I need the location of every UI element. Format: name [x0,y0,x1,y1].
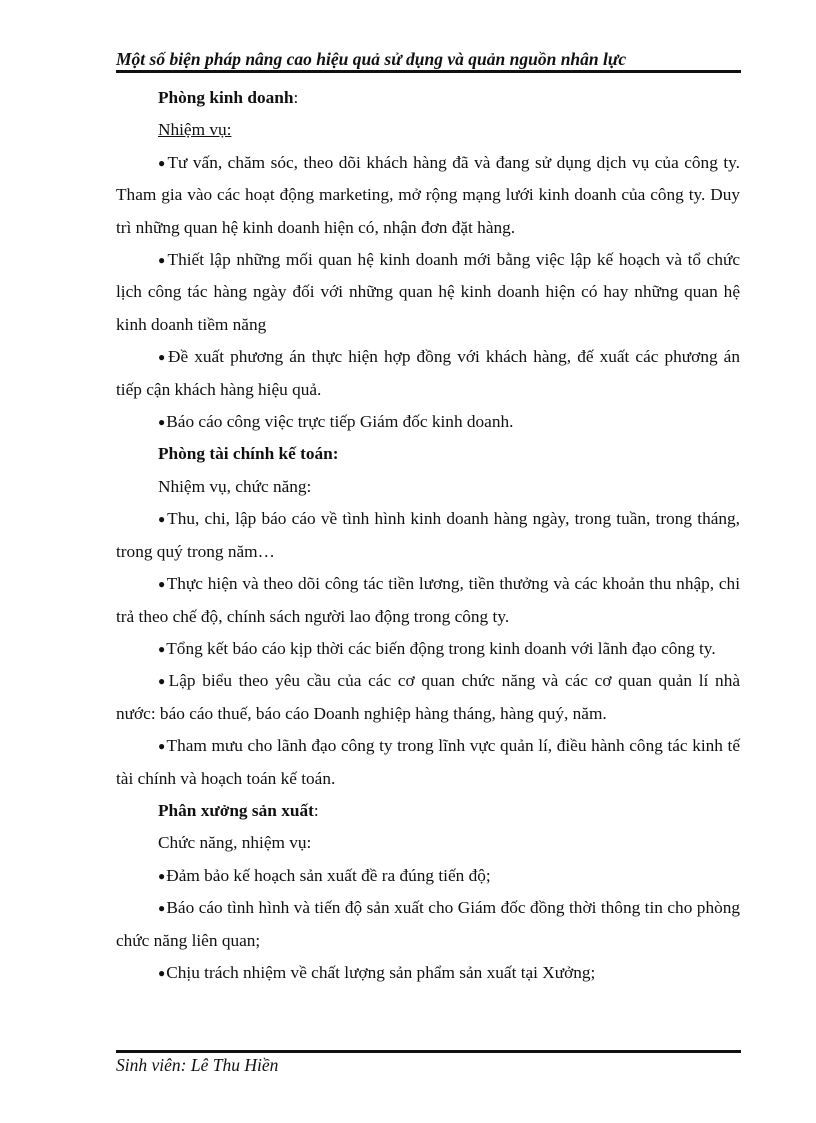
list-item [116,244,740,341]
list-item [116,665,740,730]
section-heading-text: Phòng tài chính kế toán: [158,444,339,464]
footer-rule [116,1050,741,1053]
bullet-icon: ● [158,739,166,754]
list-item-text: Tham mưu cho lãnh đạo công ty trong lĩnh vực quản lí, điều hành công tác kinh tế tài chính và hoạch toán kế toán. [116,736,740,788]
section-heading-suffix: : [313,800,319,820]
running-header-title: Một số biện pháp nâng cao hiệu quả sử dụng và quản nguồn nhân lực [116,49,627,69]
list-item-text: Đảm bảo kế hoạch sản xuất đề ra đúng tiến độ; [166,865,491,885]
subheading-text: Chức năng, nhiệm vụ: [158,833,312,853]
list-item-text: Chịu trách nhiệm về chất lượng sản phẩm sản xuất tại Xưởng; [166,962,596,982]
bullet-icon: ● [158,901,166,916]
list-item [116,341,740,406]
list-item [116,633,740,665]
bullet-icon: ● [158,965,166,980]
bullet-icon: ● [158,350,168,365]
bullet-icon: ● [158,253,167,268]
list-item [116,568,740,633]
section-subheading [116,827,740,859]
footer-author: Sinh viên: Lê Thu Hiền [116,1055,279,1075]
header-rule [116,70,741,73]
bullet-icon: ● [158,641,166,656]
section-heading-tai-chinh [116,438,740,470]
list-item-text: Đề xuất phương án thực hiện hợp đồng với khách hàng, đế xuất các phương án tiếp cận khách hàng hiệu quả. [116,347,740,399]
list-item-text: Thực hiện và theo dõi công tác tiền lương, tiền thưởng và các khoản thu nhập, chi trả theo chế độ, chính sách người lao động trong công ty. [116,574,740,626]
list-item [116,406,740,438]
bullet-icon: ● [158,512,167,527]
bullet-icon: ● [158,155,167,170]
list-item [116,860,740,892]
section-heading-suffix: : [293,88,299,107]
section-heading-phan-xuong [116,795,740,827]
section-subheading [116,114,740,146]
subheading-text: Nhiệm vụ, chức năng: [158,476,312,496]
subheading-text: Nhiệm vụ: [158,120,232,140]
section-heading-text: Phòng kinh doanh [158,88,294,107]
bullet-icon: ● [158,415,166,430]
list-item [116,147,740,244]
bullet-icon: ● [158,868,166,883]
section-heading-kinh-doanh [116,82,740,114]
section-heading-text: Phân xưởng sản xuất [158,800,314,820]
section-subheading [116,471,740,503]
list-item [116,957,740,989]
document-body [116,82,740,989]
list-item-text: Báo cáo tình hình và tiến độ sản xuất cho Giám đốc đồng thời thông tin cho phòng chức năng liên quan; [116,898,741,950]
list-item [116,892,740,957]
list-item [116,503,740,568]
list-item-text: Lập biểu theo yêu cầu của các cơ quan chức năng và các cơ quan quản lí nhà nước: báo cáo thuế, báo cáo Doanh nghiệp hàng tháng, hàng quý, năm. [116,671,741,723]
list-item-text: Thiết lập những mối quan hệ kinh doanh mới bằng việc lập kế hoạch và tổ chức lịch công tác hàng ngày đối với những quan hệ kinh doanh hiện có hay những quan hệ kinh doanh tiềm năng [116,250,741,334]
bullet-icon: ● [158,577,166,592]
list-item-text: Tổng kết báo cáo kịp thời các biến động trong kinh doanh với lãnh đạo công ty. [166,638,716,658]
list-item [116,730,740,795]
list-item-text: Tư vấn, chăm sóc, theo dõi khách hàng đã và đang sử dụng dịch vụ của công ty. Tham gia vào các hoạt động marketing, mở rộng mạng lưới kinh doanh của công ty. Duy trì những quan hệ kinh doanh hiện có, nhận đơn đặt hàng. [116,152,740,237]
list-item-text: Báo cáo công việc trực tiếp Giám đốc kinh doanh. [166,412,514,432]
bullet-icon: ● [158,674,168,689]
list-item-text: Thu, chi, lập báo cáo về tình hình kinh doanh hàng ngày, trong tuần, trong tháng, trong quý trong năm… [116,509,740,561]
